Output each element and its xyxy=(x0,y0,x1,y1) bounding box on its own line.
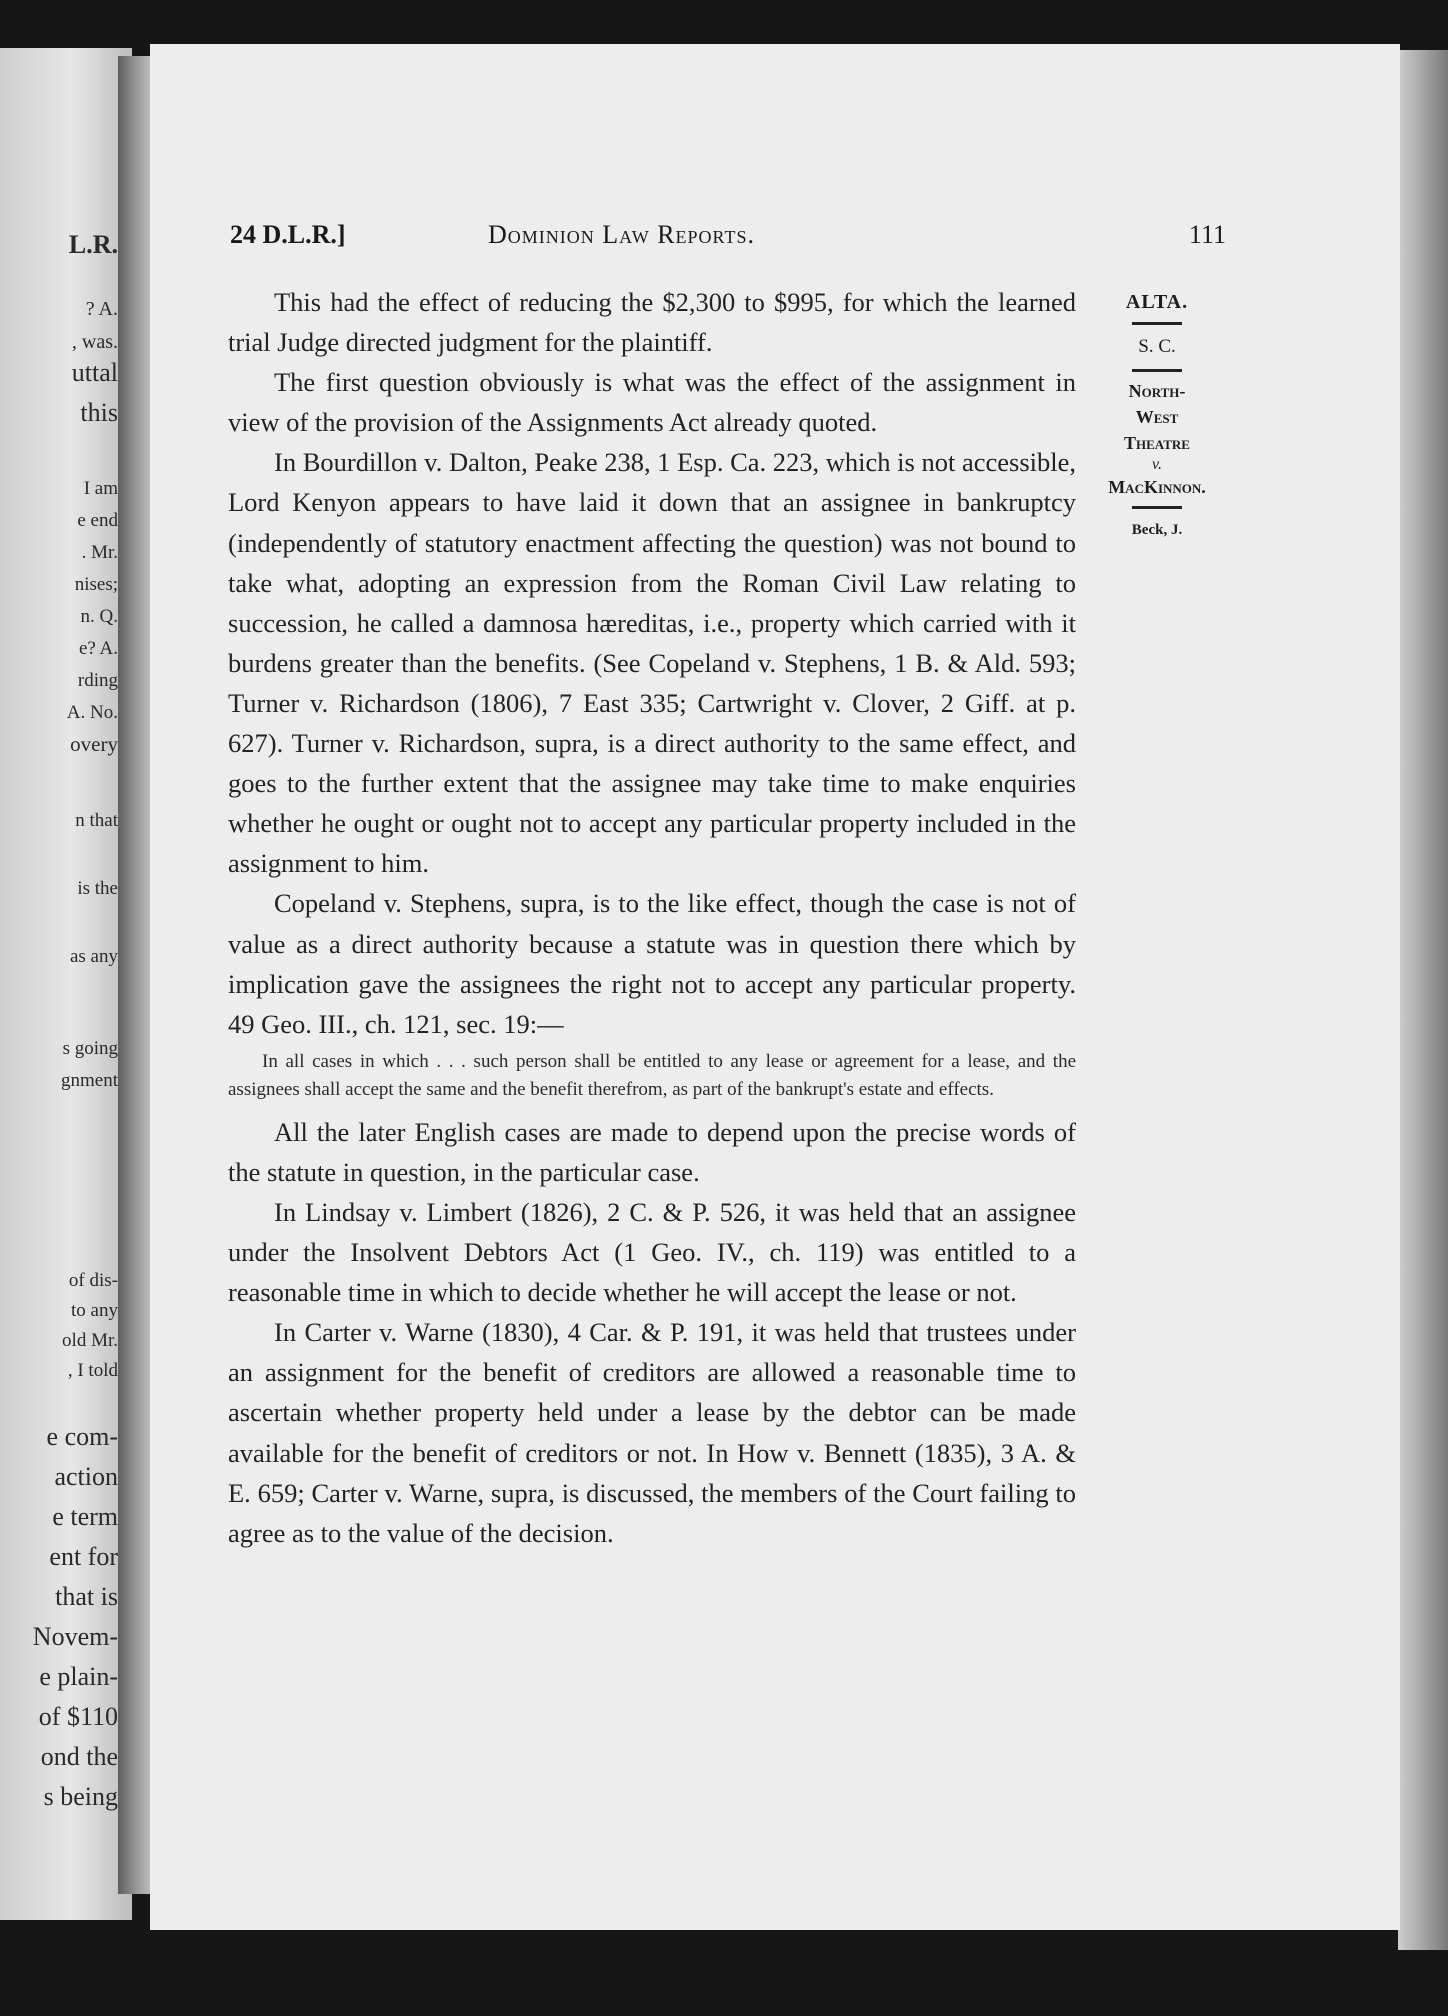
judge-name: Beck, J. xyxy=(1131,522,1183,538)
party-name: West xyxy=(1135,407,1179,427)
paragraph: The first question obviously is what was the effect of the assignment in view of the provision of the Assignments Act already quoted. xyxy=(228,367,1076,438)
paragraph: Copeland v. Stephens, supra, is to the like effect, though the case is not of value as a direct authority because a statute was in question there which by implication gave the assignees the right not to accept any particular property. 49 Geo. III., ch. 121, sec. 19:— xyxy=(228,888,1076,1039)
facing-page-line: of dis- xyxy=(68,1270,118,1291)
sidenote-rule xyxy=(1132,506,1182,509)
facing-page-line: e term xyxy=(52,1502,118,1531)
facing-page xyxy=(0,48,132,1920)
paragraph: All the later English cases are made to depend upon the precise words of the statute in question, in the particular case. xyxy=(228,1116,1076,1187)
facing-page-line: this xyxy=(80,398,118,427)
facing-page-line: ent for xyxy=(49,1542,118,1571)
report-title: Dominion Law Reports. xyxy=(488,220,755,249)
case-sidenote xyxy=(1076,288,1238,545)
running-header xyxy=(230,220,1226,254)
facing-page-line: I am xyxy=(83,478,118,499)
party-name: North- xyxy=(1128,381,1186,401)
facing-page-line: action xyxy=(54,1462,118,1491)
paragraph: In Bourdillon v. Dalton, Peake 238, 1 Esp. Ca. 223, which is not accessible, Lord Kenyon appears to have laid it down that an assignee in bankruptcy (independently of statutory enactment affecting the question) was not bound to take what, adopting an expression from the Roman Civil Law relating to succession, he called a damnosa hæreditas, i.e., property which carried with it burdens greater than the benefits. (See Copeland v. Stephens, 1 B. & Ald. 593; Turner v. Richardson (1806), 7 East 335; Cartwright v. Clover, 2 Giff. at p. 627). Turner v. Richardson, supra, is a direct authority to the same effect, and goes to the further extent that the assignee may take time to make enquiries whether he ought or ought not to accept any particular property included in the assignment to him. xyxy=(228,447,1076,879)
facing-page-line: to any xyxy=(71,1300,118,1321)
facing-page-line: n. Q. xyxy=(80,606,118,627)
facing-page-line: . Mr. xyxy=(81,542,118,563)
facing-page-line: s being xyxy=(43,1782,118,1811)
paragraph: This had the effect of reducing the $2,300 to $995, for which the learned trial Judge directed judgment for the plaintiff. xyxy=(228,287,1076,358)
facing-page-line: e end xyxy=(77,510,118,531)
facing-page-line: e com- xyxy=(46,1422,118,1451)
facing-page-line: gnment xyxy=(61,1070,118,1091)
facing-page-line: that is xyxy=(55,1582,118,1611)
facing-page-line: , I told xyxy=(67,1360,118,1381)
facing-page-line: old Mr. xyxy=(62,1330,118,1351)
court-division: S. C. xyxy=(1138,336,1176,357)
facing-page-line: nises; xyxy=(74,574,118,595)
versus: v. xyxy=(1152,456,1162,473)
facing-page-line: uttal xyxy=(71,358,118,387)
facing-page-line: as any xyxy=(69,946,118,967)
party-name: Theatre xyxy=(1124,433,1190,453)
page-edge xyxy=(1398,50,1448,1950)
court-province: ALTA. xyxy=(1125,291,1189,313)
facing-page-line: e? A. xyxy=(78,638,118,659)
paragraph: In Lindsay v. Limbert (1826), 2 C. & P. 526, it was held that an assignee under the Insolvent Debtors Act (1 Geo. IV., ch. 119) was entitled to a reasonable time in which to decide whether he will accept the lease or not. xyxy=(228,1196,1076,1308)
sidenote-rule xyxy=(1132,322,1182,325)
page-number: 111 xyxy=(1188,220,1226,249)
sidenote-rule xyxy=(1132,369,1182,372)
facing-page-line: s going xyxy=(62,1038,118,1059)
facing-page-line: is the xyxy=(77,878,118,899)
party-name: MacKinnon. xyxy=(1108,477,1206,497)
facing-page-line: Novem- xyxy=(32,1622,118,1651)
facing-page-line: n that xyxy=(75,810,118,831)
facing-page-line: of $110 xyxy=(38,1702,118,1731)
facing-page-line: A. No. xyxy=(66,702,118,723)
paragraph: In Carter v. Warne (1830), 4 Car. & P. 191, it was held that trustees under an assignment for the benefit of creditors are allowed a reasonable time to ascertain whether property held under a lease by the debtor can be made available for the benefit of creditors or not. In How v. Bennett (1835), 3 A. & E. 659; Carter v. Warne, supra, is discussed, the members of the Court failing to agree as to the value of the decision. xyxy=(228,1317,1076,1548)
facing-page-line: e plain- xyxy=(39,1662,118,1691)
volume-reference: 24 D.L.R.] xyxy=(230,220,346,249)
facing-page-line: ond the xyxy=(40,1742,118,1771)
facing-page-line: ? A. xyxy=(85,298,118,320)
facing-page-header: L.R. xyxy=(68,230,118,259)
judgment-body xyxy=(228,282,1076,1553)
facing-page-line: rding xyxy=(77,670,118,691)
facing-page-line: overy xyxy=(70,732,118,756)
facing-page-line: , was. xyxy=(71,331,118,353)
statute-quotation: In all cases in which . . . such person shall be entitled to any lease or agreement for a lease, and the assignees shall accept the same and the benefit therefrom, as part of the bankrupt's estate and effects. xyxy=(228,1050,1076,1100)
